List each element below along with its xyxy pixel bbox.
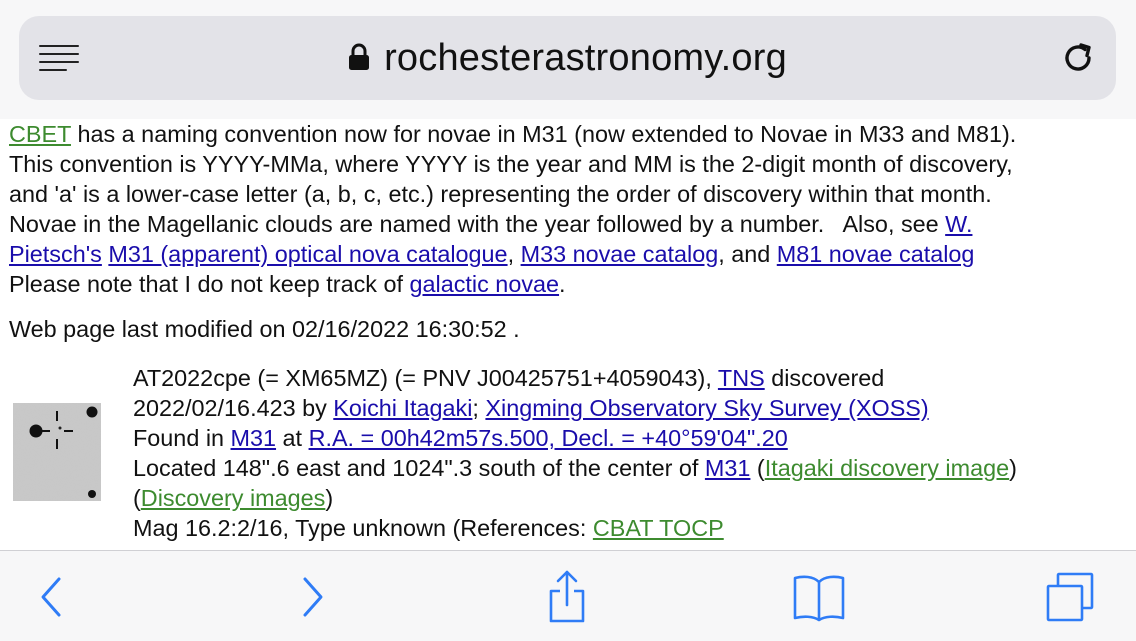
link-xoss[interactable]: Xingming Observatory Sky Survey (XOSS) [485, 395, 929, 421]
browser-bottom-toolbar [0, 550, 1136, 641]
link-m31-center[interactable]: M31 [704, 455, 751, 481]
tabs-button[interactable] [1040, 569, 1100, 625]
link-itagaki-discovery-image[interactable]: Itagaki discovery image [764, 455, 1010, 481]
intro-line-4 [9, 209, 1129, 239]
separator: ; [472, 395, 486, 421]
entry-line-4 [133, 453, 1017, 483]
intro-text: has a naming convention now for novae in M31 (now extended to Novae in M33 and M81). [70, 121, 1017, 147]
entry-text: discovered [764, 365, 885, 391]
forward-button[interactable] [282, 569, 342, 625]
bookmarks-icon [791, 572, 847, 622]
bookmarks-button[interactable] [789, 569, 849, 625]
entry-text: ) [1009, 455, 1017, 481]
link-cbet[interactable]: CBET [9, 121, 71, 147]
link-w-pietsch[interactable]: W. [945, 211, 973, 237]
back-button[interactable] [22, 569, 82, 625]
link-coordinates[interactable]: R.A. = 00h42m57s.500, Decl. = +40°59'04".20 [308, 425, 788, 451]
reload-icon[interactable] [1060, 40, 1096, 76]
link-discovery-images[interactable]: Discovery images [140, 485, 326, 511]
link-m31-catalogue[interactable]: M31 (apparent) optical nova catalogue [108, 241, 508, 267]
intro-line-6 [9, 269, 1129, 299]
entry-line-5 [133, 483, 1017, 513]
separator: , [507, 241, 521, 267]
share-icon [547, 569, 587, 625]
url-text: rochesterastronomy.org [384, 36, 787, 79]
link-m81-catalog[interactable]: M81 novae catalog [776, 241, 975, 267]
intro-text: . [559, 271, 566, 297]
entry-text: 2022/02/16.423 by [133, 395, 334, 421]
entry-line-2 [133, 393, 1017, 423]
entry-text: ( [750, 455, 765, 481]
entry-text: ( [133, 485, 141, 511]
link-koichi-itagaki[interactable]: Koichi Itagaki [333, 395, 473, 421]
forward-chevron-icon [297, 575, 327, 619]
intro-line-3: and 'a' is a lower-case letter (a, b, c, etc.) representing the order of discovery within that month. [9, 181, 992, 207]
entry-text: ) [325, 485, 334, 511]
intro-paragraph [9, 119, 1129, 299]
entry-line-6 [133, 513, 1017, 543]
address-bar[interactable] [19, 16, 1116, 100]
link-galactic-novae[interactable]: galactic novae [409, 271, 560, 297]
separator: , and [718, 241, 777, 267]
link-tns[interactable]: TNS [717, 365, 765, 391]
share-button[interactable] [537, 569, 597, 625]
link-m33-catalog[interactable]: M33 novae catalog [520, 241, 719, 267]
entry-text: at [276, 425, 309, 451]
intro-line-5 [9, 239, 1129, 269]
intro-line-2: This convention is YYYY-MMa, where YYYY is the year and MM is the 2-digit month of discovery, [9, 151, 1013, 177]
lock-icon [348, 43, 370, 71]
link-pietsch[interactable]: Pietsch's [9, 241, 102, 267]
intro-line-1 [9, 119, 1129, 149]
intro-text: Novae in the Magellanic clouds are named with the year followed by a number. Also, see [9, 211, 946, 237]
url-container [19, 16, 1116, 100]
nova-entry [133, 363, 1017, 543]
link-m31[interactable]: M31 [230, 425, 277, 451]
tabs-icon [1042, 570, 1098, 624]
page-content [0, 119, 1136, 550]
entry-text: AT2022cpe (= XM65MZ) (= PNV J00425751+4059043), [133, 365, 718, 391]
browser-top-bar [0, 0, 1136, 119]
back-chevron-icon [37, 575, 67, 619]
last-modified-text: Web page last modified on 02/16/2022 16:30:52 . [9, 316, 520, 342]
entry-line-3 [133, 423, 1017, 453]
entry-line-1 [133, 363, 1017, 393]
entry-text: Found in [133, 425, 231, 451]
nova-thumbnail-image[interactable] [13, 403, 101, 501]
link-cbat-tocp[interactable]: CBAT TOCP [592, 515, 724, 541]
entry-text: Mag 16.2:2/16, Type unknown (References: [133, 515, 593, 541]
intro-text: Please note that I do not keep track of [9, 271, 410, 297]
entry-text: Located 148".6 east and 1024".3 south of the center of [133, 455, 705, 481]
